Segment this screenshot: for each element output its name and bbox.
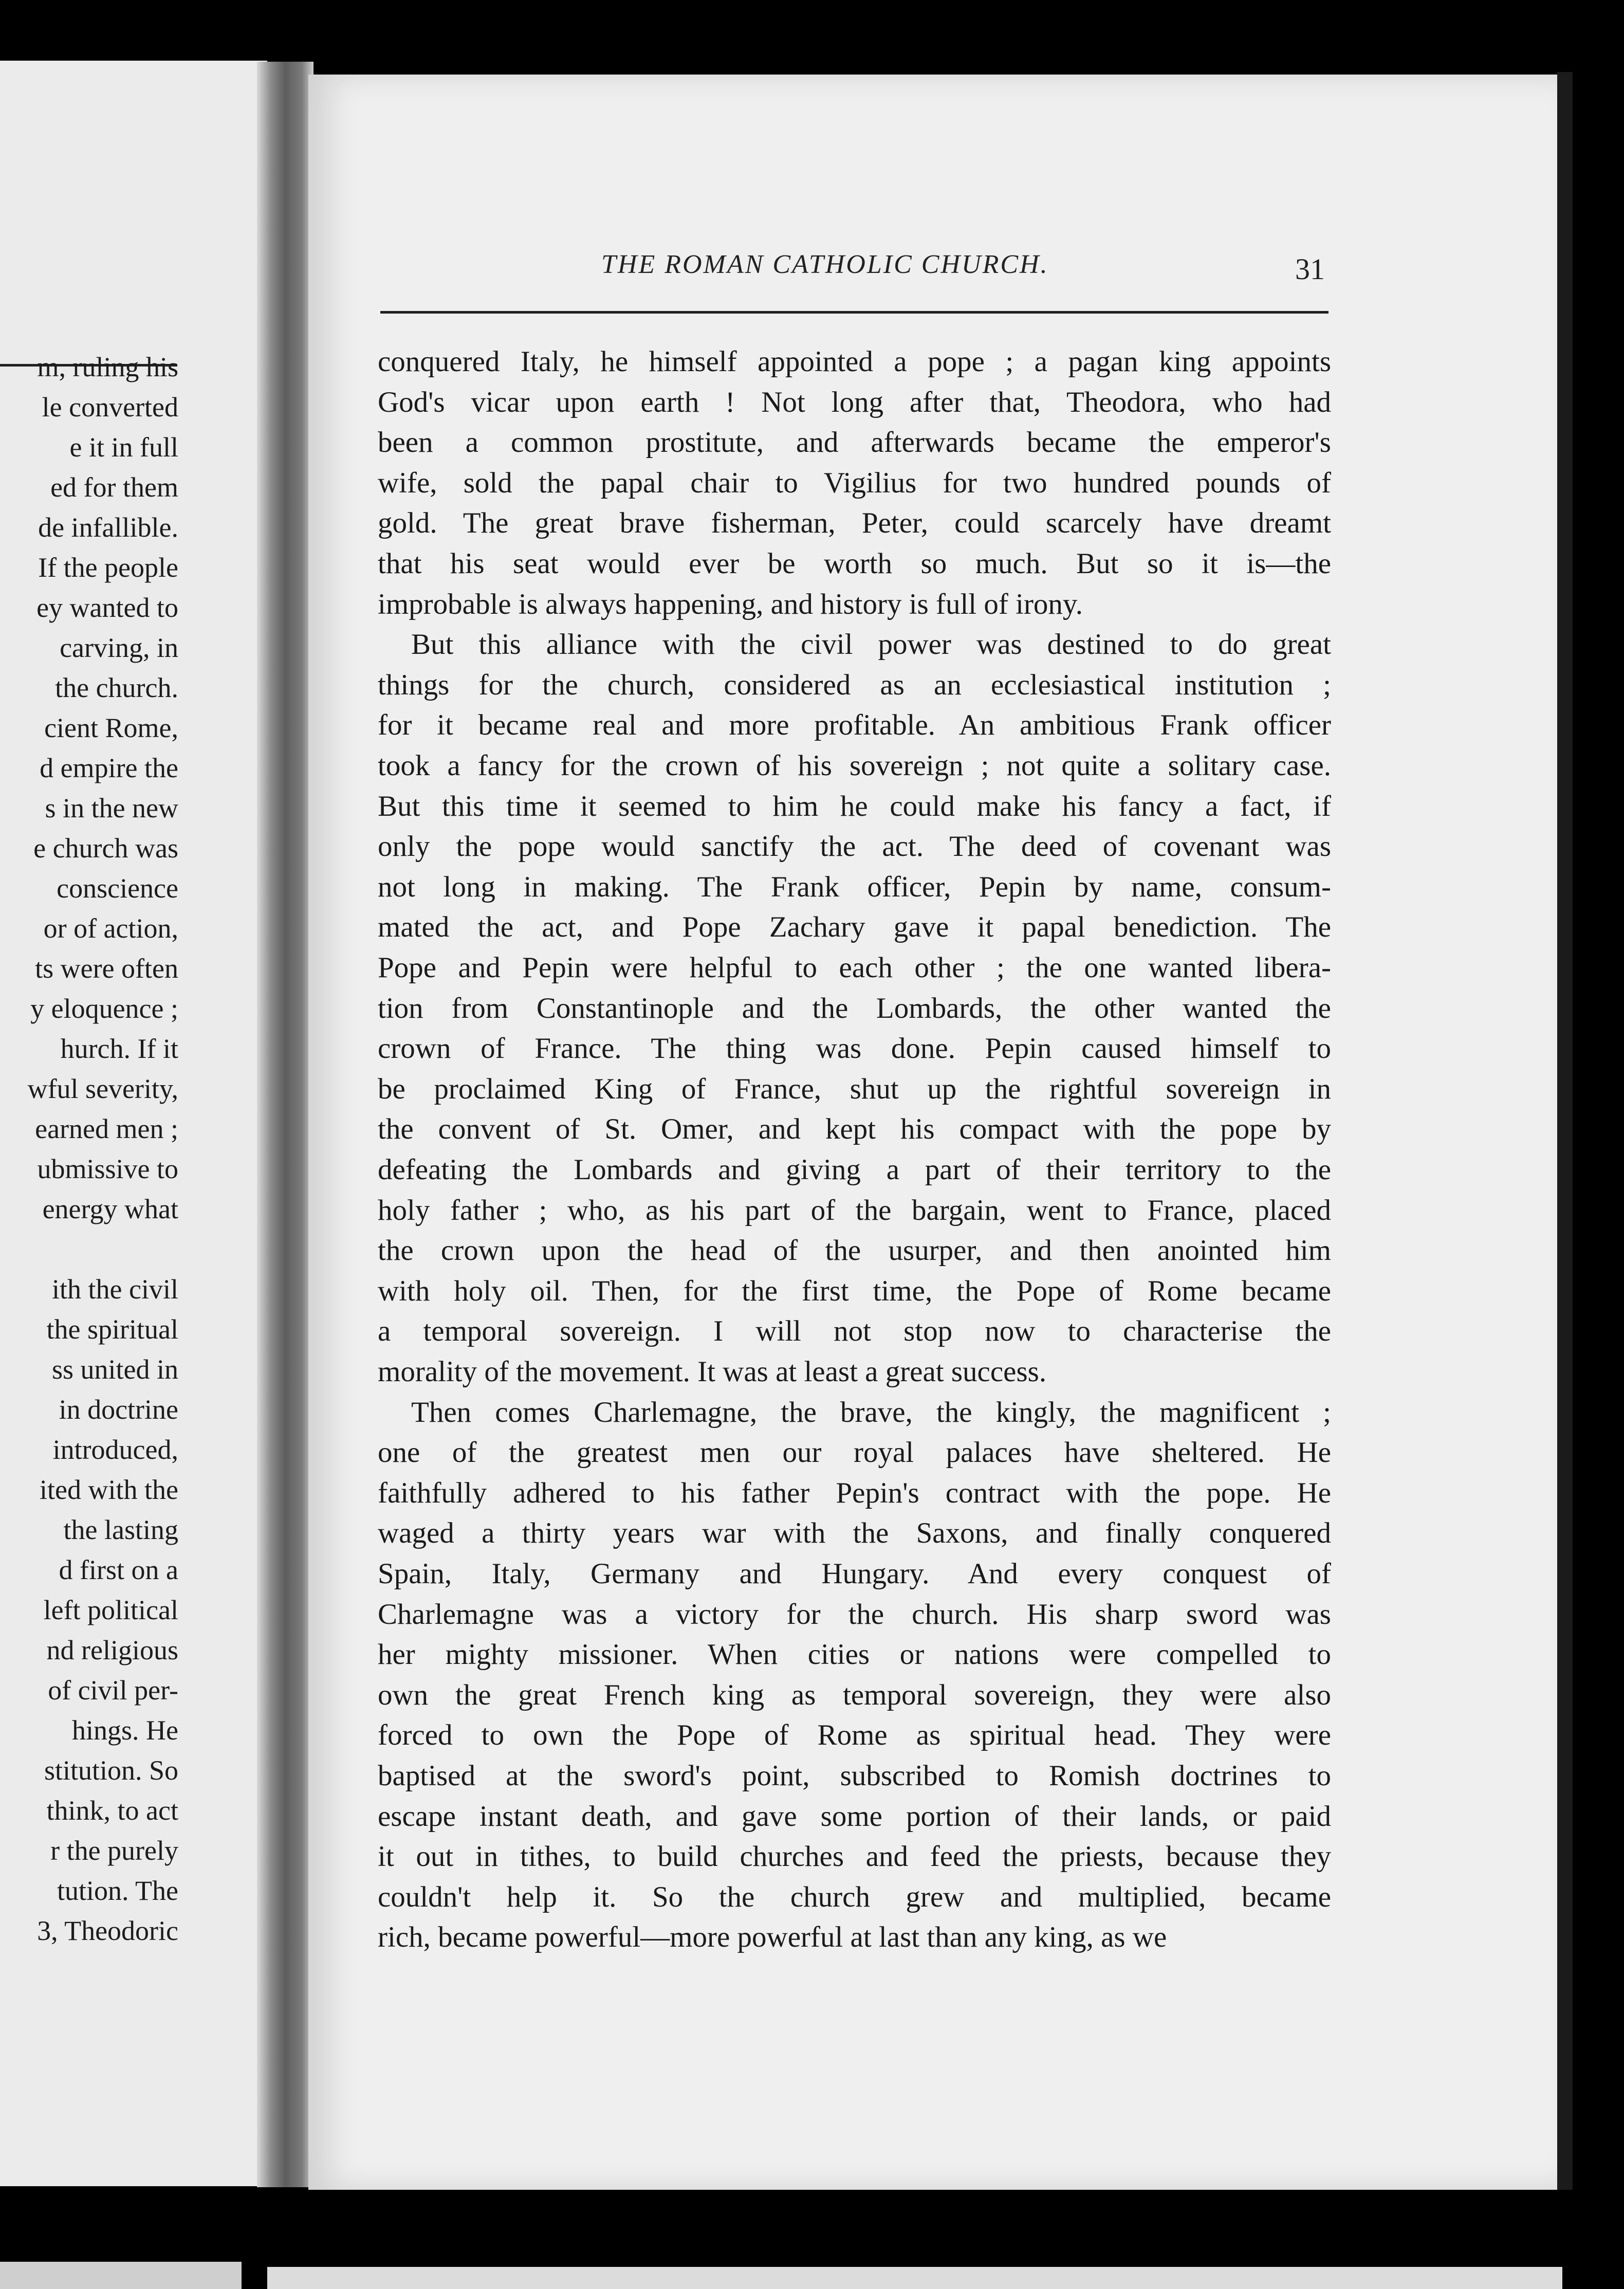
left-page-line: If the people <box>38 552 178 583</box>
text-line: faithfully adhered to his father Pepin's contract with the pope. He <box>378 1477 1331 1509</box>
facing-page-left <box>0 61 267 2186</box>
text-line: tion from Constantinople and the Lombards, the other wanted the <box>378 992 1331 1024</box>
text-line: be proclaimed King of France, shut up the rightful sovereign in <box>378 1073 1331 1105</box>
text-line: one of the greatest men our royal palaces have sheltered. He <box>378 1436 1331 1469</box>
left-page-line: r the purely <box>50 1835 178 1866</box>
left-page-line: ss united in <box>51 1354 178 1385</box>
text-line: conquered Italy, he himself appointed a pope ; a pagan king appoints <box>378 345 1331 378</box>
left-page-line: 3, Theodoric <box>37 1915 178 1946</box>
left-page-line: e church was <box>33 833 178 864</box>
left-page-line: m, ruling his <box>37 352 178 382</box>
text-line: the crown upon the head of the usurper, and then anointed him <box>378 1234 1331 1267</box>
text-line: waged a thirty years war with the Saxons, and finally conquered <box>378 1517 1331 1549</box>
text-line: that his seat would ever be worth so much. But so it is—the <box>378 547 1331 580</box>
text-line: things for the church, considered as an ecclesiastical institution ; <box>378 669 1331 701</box>
text-line: only the pope would sanctify the act. The deed of covenant was <box>378 830 1331 863</box>
text-line: took a fancy for the crown of his sovereign ; not quite a solitary case. <box>378 749 1331 782</box>
left-page-line: d first on a <box>59 1554 178 1585</box>
text-line: Spain, Italy, Germany and Hungary. And every conquest of <box>378 1558 1331 1590</box>
left-page-line: think, to act <box>46 1795 178 1826</box>
text-line: it out in tithes, to build churches and feed the priests, because they <box>378 1840 1331 1873</box>
left-page-line: ubmissive to <box>37 1153 178 1184</box>
text-line: holy father ; who, as his part of the bargain, went to France, placed <box>378 1194 1331 1226</box>
text-line: couldn't help it. So the church grew and multiplied, became <box>378 1881 1331 1913</box>
text-line: not long in making. The Frank officer, Pepin by name, consum- <box>378 871 1331 903</box>
text-line: rich, became powerful—more powerful at last than any king, as we <box>378 1921 1167 1953</box>
text-line: mated the act, and Pope Zachary gave it papal benediction. The <box>378 911 1331 943</box>
next-page-edge <box>267 2267 1562 2289</box>
left-page-line: nd religious <box>46 1635 178 1665</box>
text-line: with holy oil. Then, for the first time, the Pope of Rome became <box>378 1275 1331 1307</box>
left-page-line: ited with the <box>40 1474 178 1505</box>
left-page-line: wful severity, <box>27 1073 178 1104</box>
text-line: escape instant death, and gave some portion of their lands, or paid <box>378 1800 1331 1833</box>
left-page-line: the lasting <box>63 1514 178 1545</box>
left-page-line: left political <box>43 1595 178 1625</box>
left-page-line: or of action, <box>43 913 178 944</box>
left-page-line: conscience <box>57 873 178 904</box>
text-line: But this time it seemed to him he could make his fancy a fact, if <box>378 790 1331 822</box>
left-page-line: stitution. So <box>44 1755 178 1786</box>
left-page-line: introduced, <box>52 1434 178 1465</box>
left-page-line: ey wanted to <box>36 592 178 623</box>
text-line: baptised at the sword's point, subscribed to Romish doctrines to <box>378 1760 1331 1792</box>
book-spine-shadow <box>257 62 313 2187</box>
text-line: defeating the Lombards and giving a part of their territory to the <box>378 1153 1331 1186</box>
text-line: own the great French king as temporal sovereign, they were also <box>378 1679 1331 1711</box>
left-page-line: d empire the <box>40 753 178 783</box>
left-page-line: the spiritual <box>46 1314 178 1345</box>
text-line: the convent of St. Omer, and kept his compact with the pope by <box>378 1113 1331 1145</box>
page-31 <box>308 75 1557 2190</box>
left-page-line: carving, in <box>60 632 178 663</box>
text-line: been a common prostitute, and afterwards became the emperor's <box>378 426 1331 459</box>
text-line: her mighty missioner. When cities or nations were compelled to <box>378 1638 1331 1671</box>
page-edge-bottom-left <box>0 2262 242 2289</box>
left-page-line: in doctrine <box>59 1394 178 1425</box>
text-line: God's vicar upon earth ! Not long after that, Theodora, who had <box>378 386 1331 418</box>
left-page-line: ith the civil <box>52 1274 178 1305</box>
left-page-line: tution. The <box>57 1875 178 1906</box>
left-page-line: e it in full <box>69 432 178 463</box>
running-head: THE ROMAN CATHOLIC CHURCH. <box>601 250 1049 279</box>
text-line: morality of the movement. It was at least a great success. <box>378 1356 1047 1388</box>
text-line: improbable is always happening, and history is full of irony. <box>378 588 1083 620</box>
left-page-line: energy what <box>42 1194 178 1224</box>
text-line: Charlemagne was a victory for the church. His sharp sword was <box>378 1598 1331 1631</box>
left-page-line: hurch. If it <box>60 1033 178 1064</box>
left-page-line: y eloquence ; <box>30 993 178 1024</box>
page-number: 31 <box>1295 252 1325 286</box>
text-line: crown of France. The thing was done. Pepin caused himself to <box>378 1032 1331 1065</box>
text-line: gold. The great brave fisherman, Peter, could scarcely have dreamt <box>378 507 1331 539</box>
text-line: a temporal sovereign. I will not stop now to characterise the <box>378 1315 1331 1347</box>
left-page-line: the church. <box>55 672 178 703</box>
left-page-line: of civil per- <box>48 1675 178 1706</box>
left-page-line: hings. He <box>72 1715 178 1746</box>
left-page-line: cient Rome, <box>44 712 178 743</box>
left-page-line: de infallible. <box>38 512 178 543</box>
left-page-line: le converted <box>42 392 178 423</box>
left-page-line: earned men ; <box>35 1113 178 1144</box>
body-text <box>308 342 1557 2090</box>
text-line: for it became real and more profitable. An ambitious Frank officer <box>378 709 1331 741</box>
left-page-line: s in the new <box>45 793 178 823</box>
text-line: forced to own the Pope of Rome as spiritual head. They were <box>378 1719 1331 1751</box>
page-edge-right <box>1557 72 1573 2190</box>
left-page-line: ed for them <box>50 472 178 503</box>
text-line: Then comes Charlemagne, the brave, the kingly, the magnificent ; <box>411 1396 1331 1429</box>
header-rule <box>380 311 1328 314</box>
left-page-line: ts were often <box>35 953 178 984</box>
text-line: wife, sold the papal chair to Vigilius for two hundred pounds of <box>378 467 1331 499</box>
text-line: Pope and Pepin were helpful to each other ; the one wanted libera- <box>378 951 1331 984</box>
text-line: But this alliance with the civil power was destined to do great <box>411 628 1331 661</box>
